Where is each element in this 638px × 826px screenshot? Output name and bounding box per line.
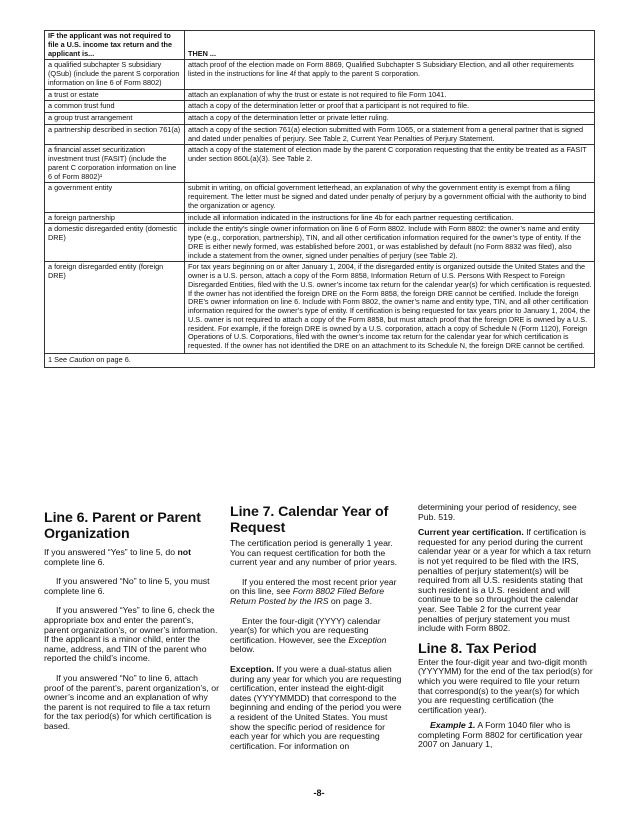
- text-run: If you were a dual-status alien during any year for which you are requesting certification, enter instead the eight-digit dates (YYYYMMDD) that correspond to the beginning and ending of the period you were a resident of the United States. You must show the specific period of residence for each year for which you are requesting certification. For information on: [230, 663, 402, 751]
- paragraph: The certification period is generally 1 year. You can request certification for both the current year and any number of prior years.: [230, 538, 398, 568]
- footnote-suffix: on page 6.: [94, 354, 131, 364]
- row-entity: a domestic disregarded entity (domestic DRE): [45, 224, 185, 262]
- text-run: on page 3.: [328, 595, 372, 606]
- table-row: [45, 101, 595, 113]
- table-footnote-row: [45, 353, 595, 367]
- text-run: complete line 6.: [44, 556, 105, 567]
- paragraph: [418, 721, 595, 750]
- table-header-row: [45, 31, 595, 60]
- row-entity: a foreign partnership: [45, 212, 185, 224]
- run-in-heading: Current year certification.: [418, 527, 524, 538]
- text-run: A Form 1040 filer who is completing Form 8802 for certification year 2007 on January 1,: [418, 720, 583, 750]
- table-row: [45, 113, 595, 125]
- table-footnote: [45, 353, 595, 367]
- run-in-heading: Exception.: [230, 663, 274, 674]
- cross-reference: Exception: [348, 634, 387, 645]
- table-header-if: IF the applicant was not required to file a U.S. income tax return and the applicant is...: [45, 31, 185, 60]
- table-row: [45, 60, 595, 89]
- table-row: [45, 212, 595, 224]
- paragraph: [230, 578, 405, 607]
- heading-line-7: Line 7. Calendar Year of Request: [230, 504, 389, 536]
- row-entity: a common trust fund: [45, 101, 185, 113]
- text-run: below.: [230, 644, 255, 655]
- row-entity: a financial asset securitization investment trust (FASIT) (include the parent C corporation information on line 6 of Form 8802)¹: [45, 145, 185, 183]
- column-right: [418, 503, 595, 750]
- column-left: [44, 510, 219, 732]
- heading-line-8: Line 8. Tax Period: [418, 640, 537, 657]
- text-run: If you entered the most recent prior year on this line, see: [230, 576, 397, 597]
- paragraph: If you answered “No” to line 5, you must complete line 6.: [44, 576, 210, 596]
- cross-reference: Form 8802 Filed Before Return Posted by the IRS: [230, 586, 385, 606]
- table-row: [45, 224, 595, 262]
- table-row: [45, 145, 595, 183]
- row-entity: a foreign disregarded entity (foreign DRE): [45, 262, 185, 354]
- text-run: Enter the four-digit (YYYY) calendar year(s) for which you are requesting certification. However, see the: [230, 615, 381, 645]
- footnote-prefix: 1 See: [48, 354, 70, 364]
- example-label: Example 1.: [430, 720, 476, 731]
- row-requirement: attach a copy of the statement of election made by the parent C corporation requesting that the entity be treated as a FASIT under section 860L(a)(3). See Table 2.: [185, 145, 595, 183]
- row-requirement: attach a copy of the section 761(a) election submitted with Form 1065, or a statement from a general partner that is signed and dated under penalties of perjury. See Table 2, Current Year Penalties of Perjury Statement.: [185, 124, 595, 145]
- paragraph: [230, 665, 405, 751]
- table-header-then: THEN ...: [185, 31, 595, 60]
- row-entity: a qualified subchapter S subsidiary (QSub) (include the parent S corporation information on line 6 of Form 8802): [45, 60, 185, 89]
- heading-line-6: Line 6. Parent or Parent Organization: [44, 510, 201, 542]
- column-middle: [230, 504, 405, 751]
- footnote-caution-ref: Caution: [69, 354, 95, 364]
- text-run: If certification is requested for any period during the current calendar year or a year for which a tax return is not yet required to be filed with the IRS, penalties of perjury statement(s) will be required from all U.S. residents stating that such resident is a U.S. resident and will continue to be so throughout the calendar year. See Table 2 for the current year penalties of perjury statement you must include with Form 8802.: [418, 527, 591, 634]
- row-requirement: attach a copy of the determination letter or private letter ruling.: [185, 113, 595, 125]
- paragraph: If you answered “No” to line 6, attach proof of the parent’s, parent organization’s, or owner’s income and an explanation of why the parent is not required to file a tax return for the tax period(s) for which certification is based.: [44, 672, 219, 731]
- row-entity: a government entity: [45, 183, 185, 212]
- table-row: [45, 183, 595, 212]
- text-run: If you answered “Yes” to line 5, do: [44, 547, 178, 557]
- row-requirement: For tax years beginning on or after January 1, 2004, if the disregarded entity is organized outside the United States and the owner is a U.S. person, attach a copy of the Form 8858, Information Return of U.S. Persons With Respect to Foreign Disregarded Entities, filed with the U.S. owner’s income tax return for the calendar year(s) for which certification is requested. If the owner has not identified the foreign DRE on the Form 8858, the foreign DRE cannot be certified. Include the foreign DRE’s owner information on line 6. Include with Form 8802, the owner’s name and entity type, TIN, and all other certification information required for the owner’s type of entity. If certification is being requested for tax years prior to January 1, 2004, the U.S. owner is not required to attach a copy of the Form 8858, but must attach proof that the foreign DRE is owned by a U.S. resident. For example, if the foreign DRE is owned by a U.S. corporation, attach a copy of Schedule N (Form 1120), Foreign Operations of U.S. Corporations, filed with the owner’s income tax return for the calendar year for which certification is requested. If the owner has not identified the DRE on an attachment to its Schedule N, the foreign DRE cannot be certified.: [185, 262, 595, 354]
- paragraph: determining your period of residency, see Pub. 519.: [418, 502, 577, 522]
- paragraph: If you answered “Yes” to line 6, check the appropriate box and enter the parent’s, parent organization’s, or owner’s information. If the applicant is a minor child, enter the name, address, and TIN of the parent who reported the child’s income.: [44, 605, 218, 664]
- row-requirement: include all information indicated in the instructions for line 4b for each partner requesting certification.: [185, 212, 595, 224]
- row-entity: a partnership described in section 761(a): [45, 124, 185, 145]
- row-requirement: attach proof of the election made on Form 8869, Qualified Subchapter S Subsidiary Election, and all other requirements listed in the instructions for line 4f that apply to the parent S corporation.: [185, 60, 595, 89]
- table-row: [45, 89, 595, 101]
- table-row: [45, 262, 595, 354]
- table-row: [45, 124, 595, 145]
- requirements-table: [44, 30, 595, 368]
- row-entity: a trust or estate: [45, 89, 185, 101]
- row-requirement: attach an explanation of why the trust or estate is not required to file Form 1041.: [185, 89, 595, 101]
- row-requirement: include the entity’s single owner information on line 6 of Form 8802. Include with Form 8802: the owner’s name and entity type (e.g., corporation, partnership), TIN, and all other certification information required for the owner’s type of entity. If the DRE is either newly formed, was established before 2001, or was established by default (no Form 8832 was filed), also include a statement from the owner, signed under penalties of perjury (see Table 2).: [185, 224, 595, 262]
- row-requirement: submit in writing, on official government letterhead, an explanation of why the government entity is exempt from a filing requirement. The letter must be signed and dated under penalty of perjury by a government official with the authority to bind the organization or agency.: [185, 183, 595, 212]
- row-requirement: attach a copy of the determination letter or proof that a participant is not required to file.: [185, 101, 595, 113]
- row-entity: a group trust arrangement: [45, 113, 185, 125]
- emphasis-not: not: [177, 547, 191, 557]
- paragraph: [44, 548, 219, 567]
- paragraph: Enter the four-digit year and two-digit month (YYYYMM) for the end of the tax period(s) for which you were required to file your return that correspond(s) to the year(s) for which you are requesting certification (the certification year).: [418, 656, 593, 715]
- paragraph: [230, 617, 405, 655]
- page-number: -8-: [313, 788, 325, 798]
- paragraph: [418, 528, 595, 634]
